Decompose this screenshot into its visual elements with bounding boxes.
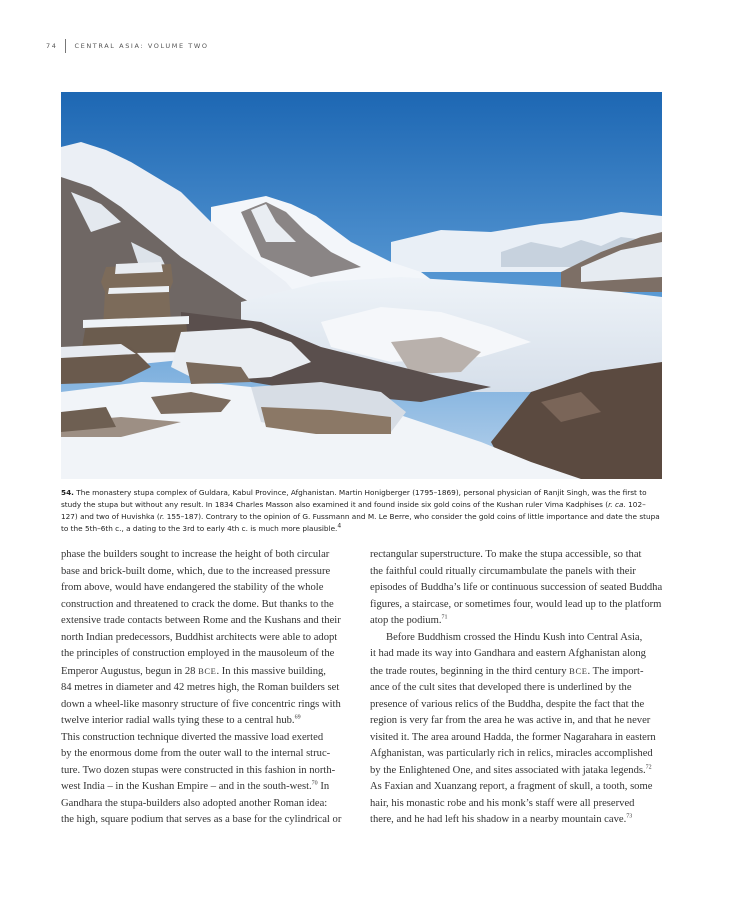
text-line bbox=[370, 812, 666, 829]
right-column bbox=[370, 547, 666, 829]
text-line: presence of various relics of the Buddha, despite the fact that the bbox=[370, 698, 645, 710]
text-line bbox=[370, 613, 666, 630]
text-line: the high, square podium that serves as a base for the cylindrical or bbox=[61, 814, 342, 825]
caption-number: 54. bbox=[61, 488, 74, 497]
text-line: region is very far from the area he was active in, and that he never bbox=[370, 715, 651, 726]
small-caps-era: BCE bbox=[569, 665, 588, 676]
text-line: phase the builders sought to increase the height of both circular bbox=[61, 549, 330, 560]
text-segment: . The import- bbox=[587, 665, 644, 677]
text-line: base and brick-built dome, which, due to the increased pressure bbox=[61, 565, 331, 577]
text-segment: Emperor Augustus, begun in 28 bbox=[61, 665, 199, 677]
text-segment: the trade routes, beginning in the third century bbox=[370, 665, 570, 677]
text-line bbox=[370, 663, 666, 681]
footnote-ref: 70 bbox=[311, 780, 318, 787]
text-line: extensive trade contacts between Rome and the Kushans and their bbox=[61, 615, 341, 626]
running-header bbox=[46, 38, 209, 54]
text-line: ture. Two dozen stupas were constructed in this fashion in north- bbox=[61, 764, 336, 776]
text-segment: by the Enlightened One, and sites associated with jataka legends. bbox=[370, 764, 646, 776]
text-line: 84 metres in diameter and 42 metres high, the Roman builders set bbox=[61, 682, 340, 693]
text-line bbox=[61, 663, 357, 681]
left-column bbox=[61, 547, 357, 829]
caption-text-1: The monastery stupa complex of Guldara, Kabul Province, Afghanistan. Martin Honigberger (1795–1869), personal physician of Ranjit Singh, was the first to study the stupa but without any result. In 1834 Charles Masson also examined it and found inside six gold coins of the Kushan ruler Vima Kadphises ( bbox=[61, 488, 647, 509]
text-line: it had made its way into Gandhara and eastern Afghanistan along bbox=[370, 648, 646, 659]
text-line: hair, his monastic robe and his monk’s staff were all preserved bbox=[370, 797, 635, 809]
text-line: the principles of construction employed in the mausoleum of the bbox=[61, 648, 335, 659]
text-line: north Indian predecessors, Buddhist architects were able to adopt bbox=[61, 631, 338, 643]
text-line: rectangular superstructure. To make the stupa accessible, so that bbox=[370, 549, 642, 560]
text-line: Afghanistan, was particularly rich in relics, miracles accomplished bbox=[370, 748, 653, 759]
text-line: Gandhara the stupa-builders also adopted another Roman idea: bbox=[61, 797, 328, 809]
text-line bbox=[61, 779, 357, 796]
text-line bbox=[61, 713, 357, 730]
text-line: This construction technique diverted the massive load exerted bbox=[61, 731, 324, 743]
text-line: figures, a staircase, or sometimes four, would lead up to the platform bbox=[370, 598, 662, 610]
caption-italic-1: r. ca. bbox=[608, 500, 626, 509]
text-line: episodes of Buddha’s life or continuous succession of seated Buddha bbox=[370, 582, 663, 593]
footnote-ref: 71 bbox=[441, 614, 448, 621]
header-divider bbox=[65, 39, 66, 53]
caption-italic-2: r. bbox=[159, 512, 165, 521]
footnote-ref: 72 bbox=[645, 763, 652, 770]
footnote-ref: 69 bbox=[294, 714, 301, 721]
text-segment: twelve interior radial walls tying these to a central hub. bbox=[61, 715, 295, 726]
stupa-photo bbox=[61, 92, 662, 479]
caption-note-ref: 4 bbox=[337, 522, 342, 530]
text-segment: . In this massive building, bbox=[216, 665, 326, 677]
text-line: the faithful could ritually circumambulate the panels with their bbox=[370, 565, 636, 577]
text-segment: In bbox=[317, 781, 330, 792]
text-line: ance of the cult sites that developed there is underlined by the bbox=[370, 682, 632, 693]
caption-text-2: 102–127) and two of Huvishka ( bbox=[61, 500, 646, 521]
text-line: visited it. The area around Hadda, the former Nagarahara in eastern bbox=[370, 731, 656, 743]
figure-caption bbox=[61, 487, 662, 535]
page-number: 74 bbox=[46, 42, 58, 50]
text-line bbox=[370, 763, 666, 780]
small-caps-era: BCE bbox=[198, 665, 217, 676]
text-line: construction and threatened to crack the dome. But thanks to the bbox=[61, 598, 334, 610]
text-line: As Faxian and Xuanzang report, a fragment of skull, a tooth, some bbox=[370, 781, 653, 792]
running-title: CENTRAL ASIA: VOLUME TWO bbox=[74, 42, 209, 50]
footnote-ref: 73 bbox=[626, 813, 633, 820]
text-segment: west India – in the Kushan Empire – and in the south-west. bbox=[61, 781, 312, 792]
text-line: Before Buddhism crossed the Hindu Kush into Central Asia, bbox=[386, 631, 643, 643]
caption-text-3: 155–187). Contrary to the opinion of G. Fussmann and M. Le Berre, who consider the gold coins of little importance and date the stupa to the 5th–6th c., a dating to the 3rd to early 4th c. is much more plausible. bbox=[61, 512, 660, 533]
text-line: down a wheel-like masonry structure of five concentric rings with bbox=[61, 698, 341, 710]
text-segment: atop the podium. bbox=[370, 615, 442, 626]
text-line: by the enormous dome from the outer wall to the internal struc- bbox=[61, 748, 331, 759]
text-line: from above, would have endangered the stability of the whole bbox=[61, 582, 324, 593]
text-segment: there, and he had left his shadow in a nearby mountain cave. bbox=[370, 814, 627, 825]
